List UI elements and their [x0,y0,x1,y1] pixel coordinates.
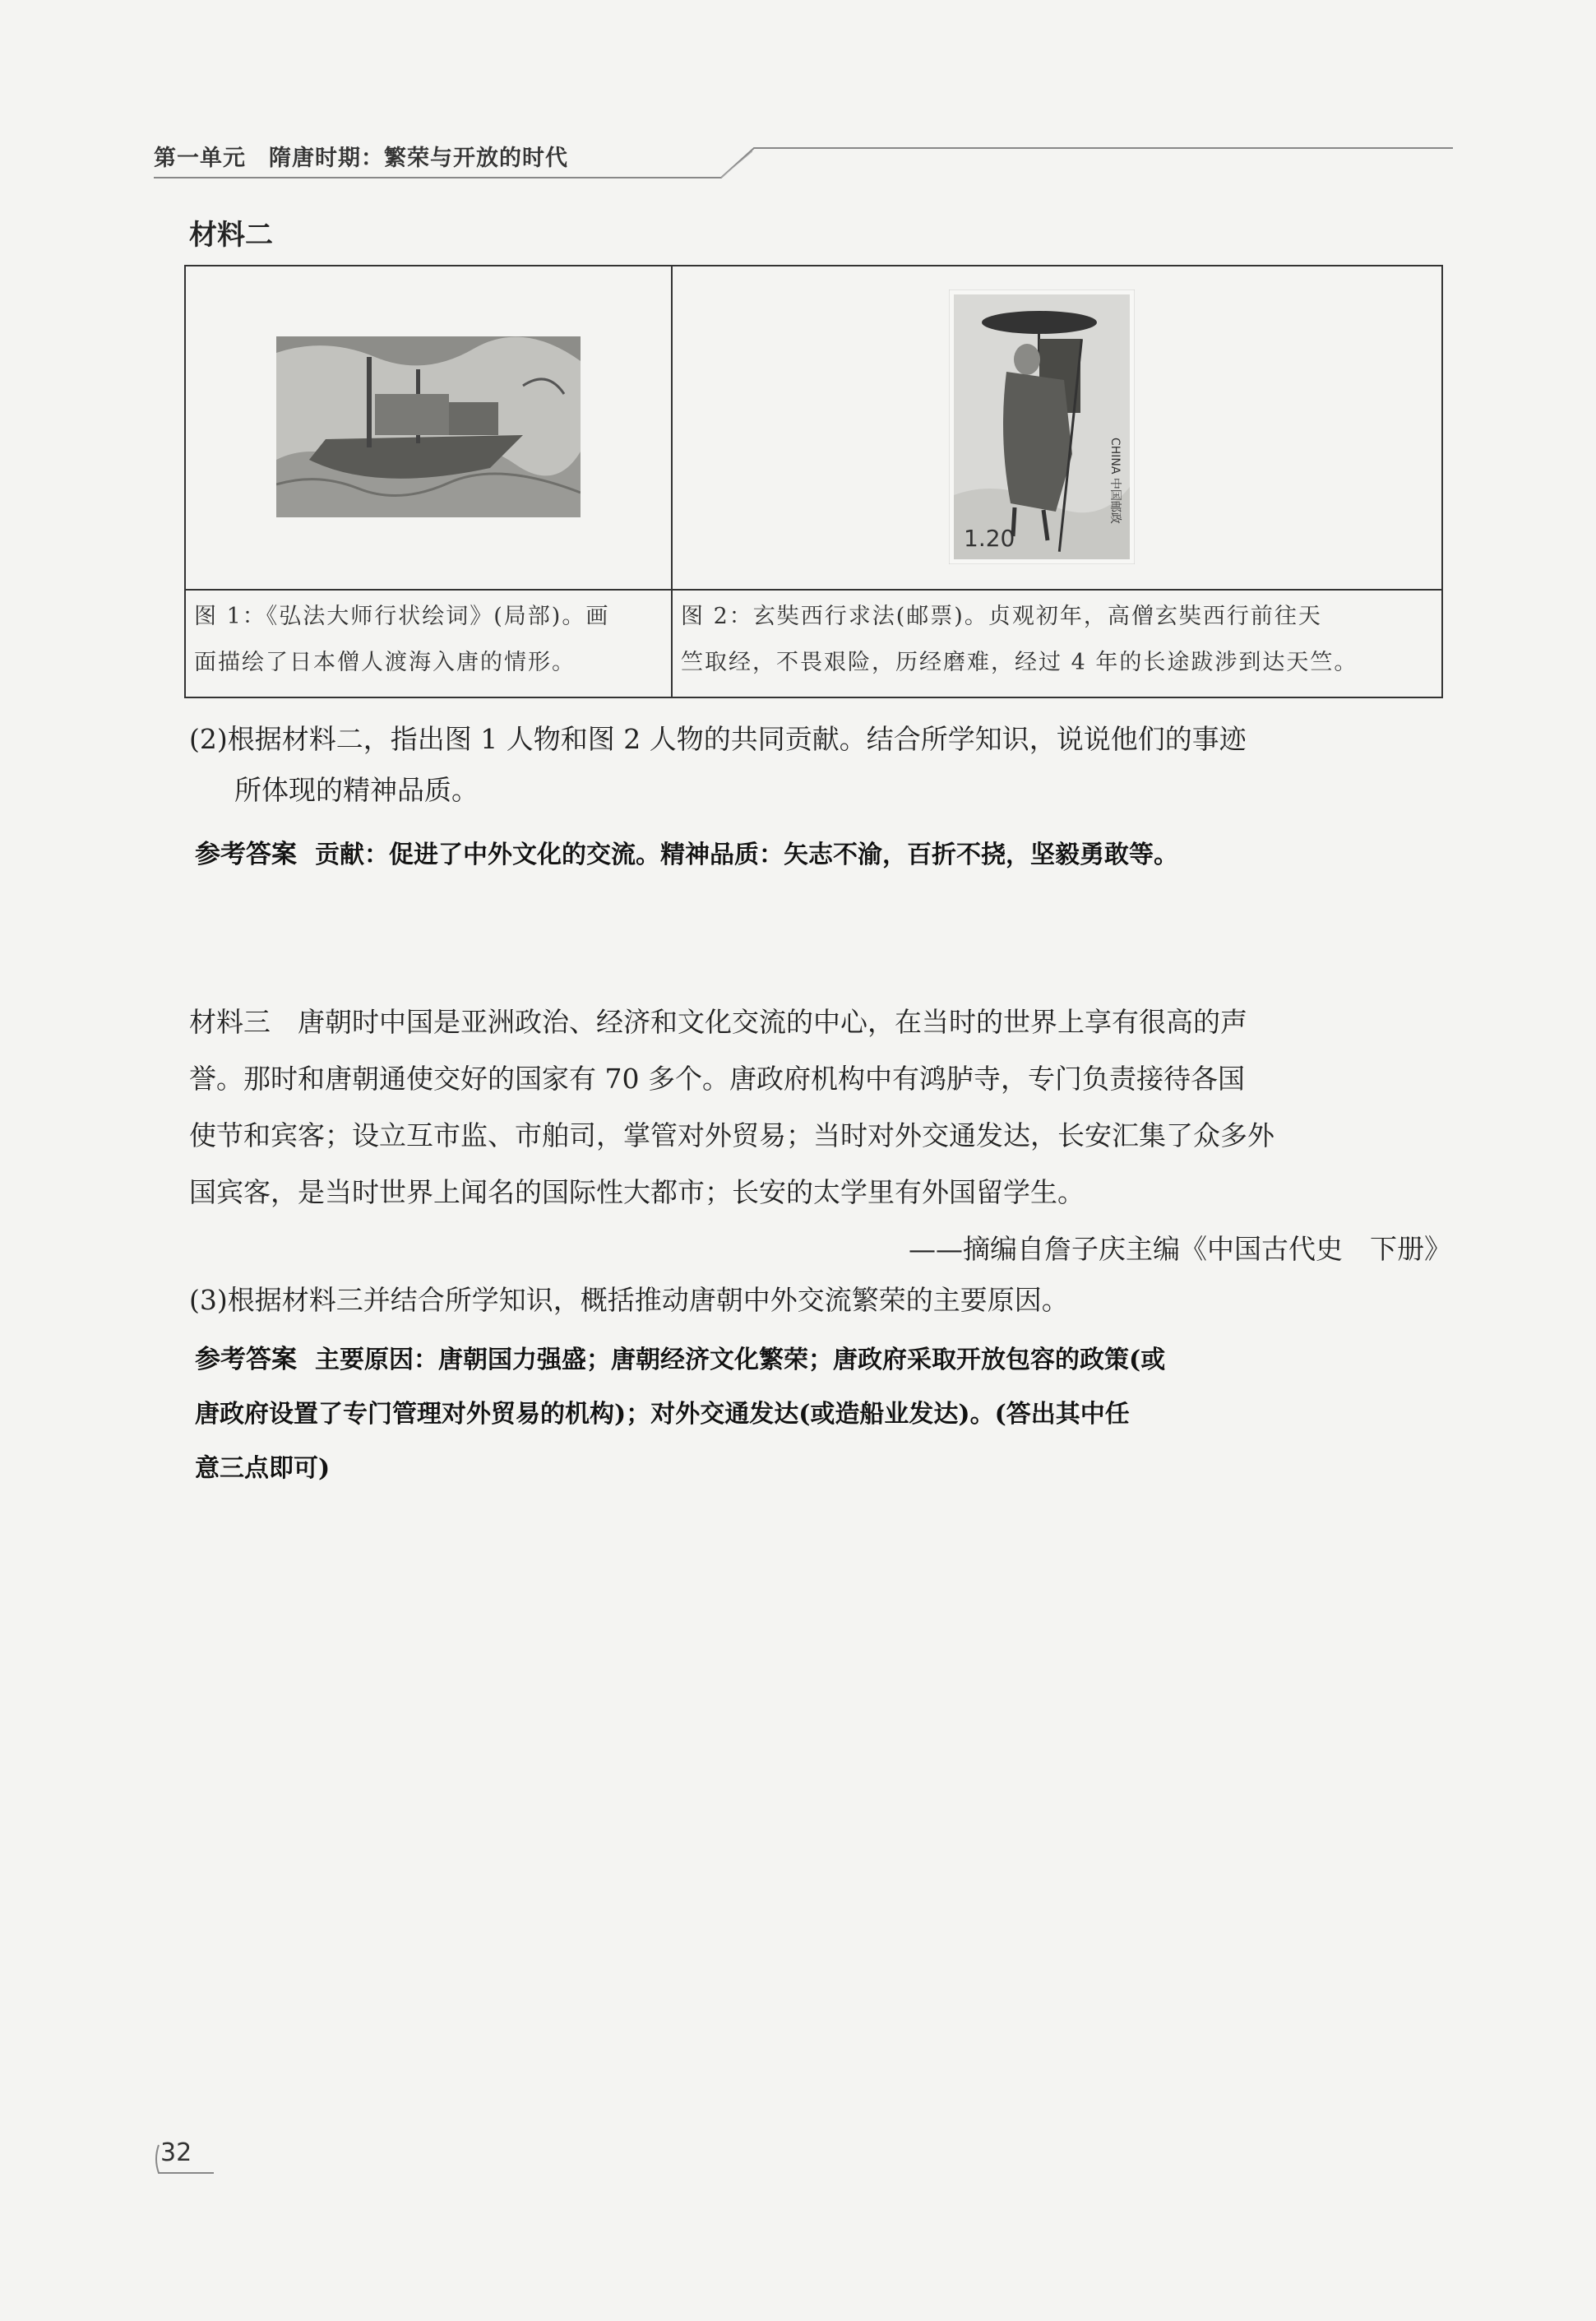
question-2 [189,714,1455,816]
answer-line: 意三点即可) [195,1454,331,1483]
question-line: (2)根据材料二，指出图 1 人物和图 2 人物的共同贡献。结合所学知识，说说他们的事迹 [189,723,1247,755]
passage-line: 材料三 唐朝时中国是亚洲政治、经济和文化交流的中心，在当时的世界上享有很高的声 [189,1006,1247,1038]
material3-passage [189,994,1455,1277]
passage-line: 国宾客，是当时世界上闻名的国际性大都市；长安的太学里有外国留学生。 [189,1176,1085,1208]
answer-line: 唐政府设置了专门管理对外贸易的机构)；对外交通发达(或造船业发达)。(答出其中任 [195,1400,1130,1429]
material2-table [184,265,1443,698]
answer-label: 参考答案 [195,840,297,869]
answer-3 [195,1332,1453,1496]
answer-line: 主要原因：唐朝国力强盛；唐朝经济文化繁荣；唐政府采取开放包容的政策(或 [315,1346,1166,1374]
question-3: (3)根据材料三并结合所学知识，概括推动唐朝中外交流繁荣的主要原因。 [189,1284,1069,1316]
figure2-caption [681,594,1437,686]
page-number: 32 [160,2138,192,2167]
table-row-divider [186,589,1441,591]
passage-source: ——摘编自詹子庆主编《中国古代史 下册》 [909,1233,1451,1265]
ship-painting-image [276,336,581,517]
running-header [154,140,1453,189]
answer-text: 贡献：促进了中外文化的交流。精神品质：矢志不渝，百折不挠，坚毅勇敢等。 [315,841,1178,869]
table-column-divider [671,266,673,697]
stamp-value: 1.20 [964,525,1015,552]
answer-2 [195,827,1178,883]
caption-line: 竺取经，不畏艰险，历经磨难，经过 4 年的长途跋涉到达天竺。 [681,650,1358,675]
question-line: 所体现的精神品质。 [234,774,479,806]
answer-label: 参考答案 [195,1345,297,1374]
caption-line: 图 2：玄奘西行求法(邮票)。贞观初年，高僧玄奘西行前往天 [681,604,1322,629]
material2-title: 材料二 [189,219,273,252]
caption-line: 图 1：《弘法大师行状绘词》(局部)。画 [194,604,610,629]
figure1-caption [194,594,663,686]
caption-line: 面描绘了日本僧人渡海入唐的情形。 [194,650,576,675]
stamp-country: CHINA 中国邮政 [1108,438,1122,524]
passage-line: 使节和宾客；设立互市监、市舶司，掌管对外贸易；当时对外交通发达，长安汇集了众多外 [189,1119,1274,1151]
unit-title: 第一单元 隋唐时期：繁荣与开放的时代 [154,146,568,171]
xuanzang-stamp-image [949,290,1135,564]
passage-line: 誉。那时和唐朝通使交好的国家有 70 多个。唐政府机构中有鸿胪寺，专门负责接待各国 [189,1063,1245,1095]
